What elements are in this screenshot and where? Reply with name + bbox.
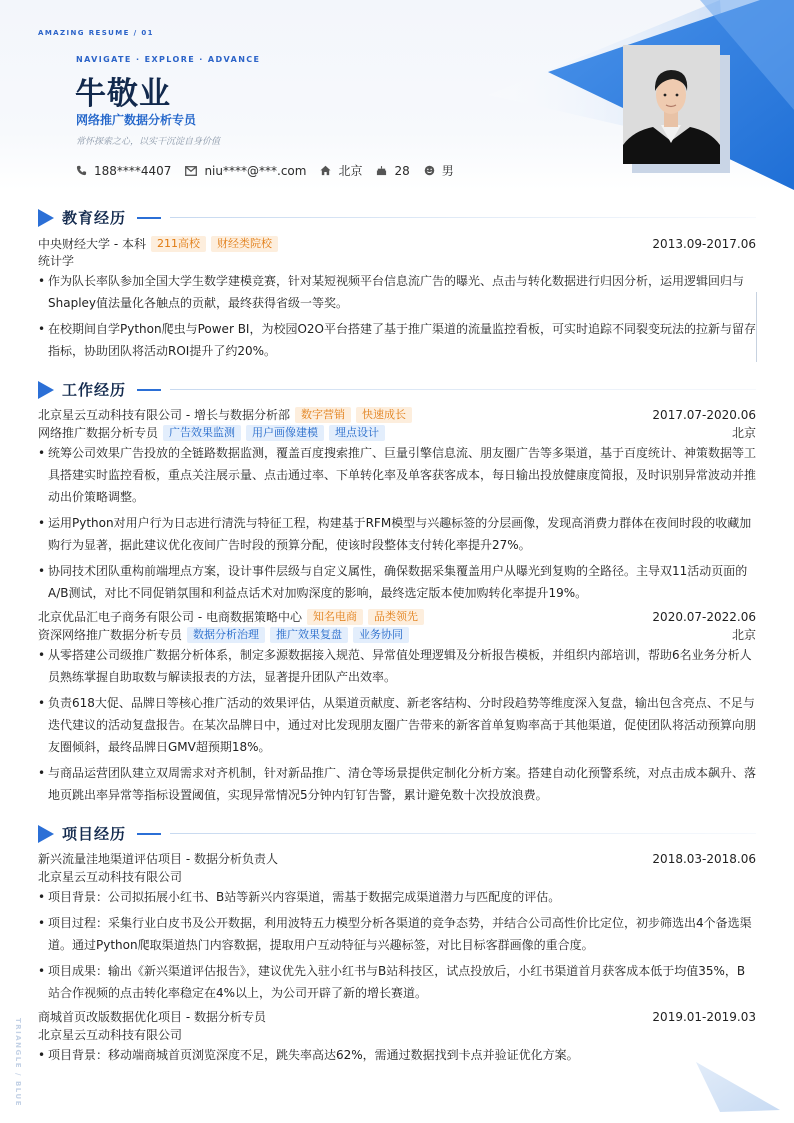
company-name: 北京星云互动科技有限公司 - 增长与数据分析部 xyxy=(38,408,290,422)
job-role-row xyxy=(38,626,756,643)
contact-gender xyxy=(424,162,454,179)
role-tag: 用户画像建模 xyxy=(246,425,324,441)
list-item: • 项目过程：采集行业白皮书及公开数据，利用波特五力模型分析各渠道的竞争态势，并结合公司高性价比定位，初步筛选出4个备选渠道。通过Python爬取渠道热门内容数据，提取用户互动特征与兴趣标签，对比目标客群画像的重合度。 xyxy=(38,916,752,952)
list-item: • 协同技术团队重构前端埋点方案，设计事件层级与自定义属性，确保数据采集覆盖用户从曝光到复购的全路径。主导双11活动页面的A/B测试，对比不同促销氛围和利益点话术对加购深度的影响，最终选定版本使加购转化率提升19%。 xyxy=(38,564,748,600)
mail-icon xyxy=(185,166,197,176)
title-dash xyxy=(137,217,161,219)
role-tag: 数据分析治理 xyxy=(187,627,265,643)
section-heading: 教育经历 xyxy=(62,209,127,227)
company-name: 北京优品汇电子商务有限公司 - 电商数据策略中心 xyxy=(38,610,302,624)
phone-icon xyxy=(76,165,87,176)
project-org: 北京星云互动科技有限公司 xyxy=(38,1028,183,1042)
list-item: • 在校期间自学Python爬虫与Power BI，为校园O2O平台搭建了基于推广渠道的流量监控看板，可实时追踪不同裂变玩法的拉新与留存指标，协助团队将活动ROI提升了约20%。 xyxy=(38,322,756,358)
project-header-row xyxy=(38,1008,756,1025)
section-heading: 项目经历 xyxy=(62,825,127,843)
contact-email xyxy=(185,164,306,178)
education-period: 2013.09-2017.06 xyxy=(652,236,756,251)
contact-location xyxy=(320,162,362,179)
job-city: 北京 xyxy=(731,426,756,440)
job-company-row xyxy=(38,406,756,423)
school-tag: 211高校 xyxy=(151,236,206,252)
play-triangle-icon xyxy=(38,209,54,227)
play-triangle-icon xyxy=(38,825,54,843)
title-divider xyxy=(170,833,756,834)
list-item: • 从零搭建公司级推广数据分析体系，制定多源数据接入规范、异常值处理逻辑及分析报告模板，并组织内部培训，帮助6名业务分析人员熟练掌握自助取数与解读报表的方法，显著提升团队产出效率。 xyxy=(38,648,752,684)
footer-triangle-decoration xyxy=(690,1060,794,1123)
cake-icon xyxy=(376,165,387,176)
title-divider xyxy=(170,389,756,390)
job-title: 网络推广数据分析专员 xyxy=(76,113,197,127)
section-title-education xyxy=(38,207,756,228)
job-period: 2017.07-2020.06 xyxy=(652,407,756,422)
list-item: • 项目背景：移动端商城首页浏览深度不足，跳失率高达62%，需通过数据找到卡点并验证优化方案。 xyxy=(38,1048,579,1062)
school-tag: 财经类院校 xyxy=(211,236,278,252)
motto: 常怀探索之心，以实干沉淀自身价值 xyxy=(76,137,221,147)
section-title-projects xyxy=(38,823,756,844)
role-name: 资深网络推广数据分析专员 xyxy=(38,628,183,642)
candidate-name: 牛敬业 xyxy=(75,76,171,112)
contact-bar xyxy=(76,162,468,179)
header-tagline: NAVIGATE · EXPLORE · ADVANCE xyxy=(76,55,261,64)
role-tag: 业务协同 xyxy=(353,627,409,643)
title-dash xyxy=(137,833,161,835)
contact-phone xyxy=(76,164,171,178)
list-item: • 与商品运营团队建立双周需求对齐机制，针对新品推广、清仓等场景提供定制化分析方案。搭建自动化预警系统，对点击成本飙升、落地页跳出率异常等指标设置阈值，实现异常情况5分钟内钉钉告警，累计避免数十次投放浪费。 xyxy=(38,766,757,802)
project-org: 北京星云互动科技有限公司 xyxy=(38,870,183,884)
company-tag: 快速成长 xyxy=(356,407,412,423)
section-title-work xyxy=(38,379,756,400)
company-tag: 品类领先 xyxy=(368,609,424,625)
phone-number: 188****4407 xyxy=(94,163,172,178)
email-address: niu****@***.com xyxy=(204,163,307,178)
section-heading: 工作经历 xyxy=(62,381,127,399)
education-major: 统计学 xyxy=(38,254,75,268)
list-item: • 负责618大促、品牌日等核心推广活动的效果评估，从渠道贡献度、新老客结构、分时段趋势等维度深入复盘，输出包含亮点、不足与迭代建议的活动复盘报告。在某次品牌日中，通过对比发现朋友圈广告带来的新客首单复购率高于其他渠道，促使团队将活动预算向朋友圈倾斜，最终品牌日GMV超预期18%。 xyxy=(38,696,757,754)
contact-age xyxy=(376,164,409,178)
smile-icon xyxy=(424,165,435,176)
list-item: • 作为队长率队参加全国大学生数学建模竞赛，针对某短视频平台信息流广告的曝光、点击与转化数据进行归因分析，运用逻辑回归与Shapley值法量化各触点的贡献，最终获得省级一等奖。 xyxy=(38,274,745,310)
list-item: • 统筹公司效果广告投放的全链路数据监测，覆盖百度搜索推广、巨量引擎信息流、朋友圈广告等多渠道，基于百度统计、神策数据等工具搭建实时监控看板，重点关注展示量、点击通过率、下单转化率及单客获客成本，每日输出投放健康度简报，及时识别异常波动并推动出价策略调整。 xyxy=(38,446,757,504)
side-label: TRIANGLE / BLUE xyxy=(14,1018,22,1107)
job-role-row xyxy=(38,424,756,441)
list-item: • 运用Python对用户行为日志进行清洗与特征工程，构建基于RFM模型与兴趣标签的分层画像，发现高消费力群体在夜间时段的收藏加购行为显著，据此建议优化夜间广告时段的预算分配，使该时段整体支付转化率提升27%。 xyxy=(38,516,752,552)
list-item: • 项目成果：输出《新兴渠道评估报告》，建议优先入驻小红书与B站科技区，试点投放后，小红书渠道首月获客成本低于均值35%，B站合作视频的点击转化率稳定在4%以上，为公司开辟了新的增长赛道。 xyxy=(38,964,746,1000)
gender: 男 xyxy=(441,164,454,178)
title-divider xyxy=(170,217,756,218)
location: 北京 xyxy=(338,164,363,178)
project-name: 新兴流量洼地渠道评估项目 - 数据分析负责人 xyxy=(38,852,278,866)
role-tag: 广告效果监测 xyxy=(163,425,241,441)
title-dash xyxy=(137,389,161,391)
project-name: 商城首页改版数据优化项目 - 数据分析专员 xyxy=(38,1010,266,1024)
profile-photo xyxy=(623,45,720,164)
vertical-rule xyxy=(756,292,757,362)
role-tag: 推广效果复盘 xyxy=(270,627,348,643)
project-period: 2019.01-2019.03 xyxy=(652,1009,756,1024)
home-icon xyxy=(320,165,331,176)
role-tag: 埋点设计 xyxy=(329,425,385,441)
age: 28 xyxy=(394,163,410,178)
list-item: • 项目背景：公司拟拓展小红书、B站等新兴内容渠道，需基于数据完成渠道潜力与匹配度的评估。 xyxy=(38,890,561,904)
education-header-row xyxy=(38,235,756,252)
job-city: 北京 xyxy=(731,628,756,642)
job-period: 2020.07-2022.06 xyxy=(652,609,756,624)
project-period: 2018.03-2018.06 xyxy=(652,851,756,866)
company-tag: 知名电商 xyxy=(307,609,363,625)
company-tag: 数字营销 xyxy=(295,407,351,423)
role-name: 网络推广数据分析专员 xyxy=(38,426,159,440)
school-name: 中央财经大学 - 本科 xyxy=(38,237,146,251)
play-triangle-icon xyxy=(38,381,54,399)
corner-label: AMAZING RESUME / 01 xyxy=(38,29,154,37)
project-header-row xyxy=(38,850,756,867)
job-company-row xyxy=(38,608,756,625)
